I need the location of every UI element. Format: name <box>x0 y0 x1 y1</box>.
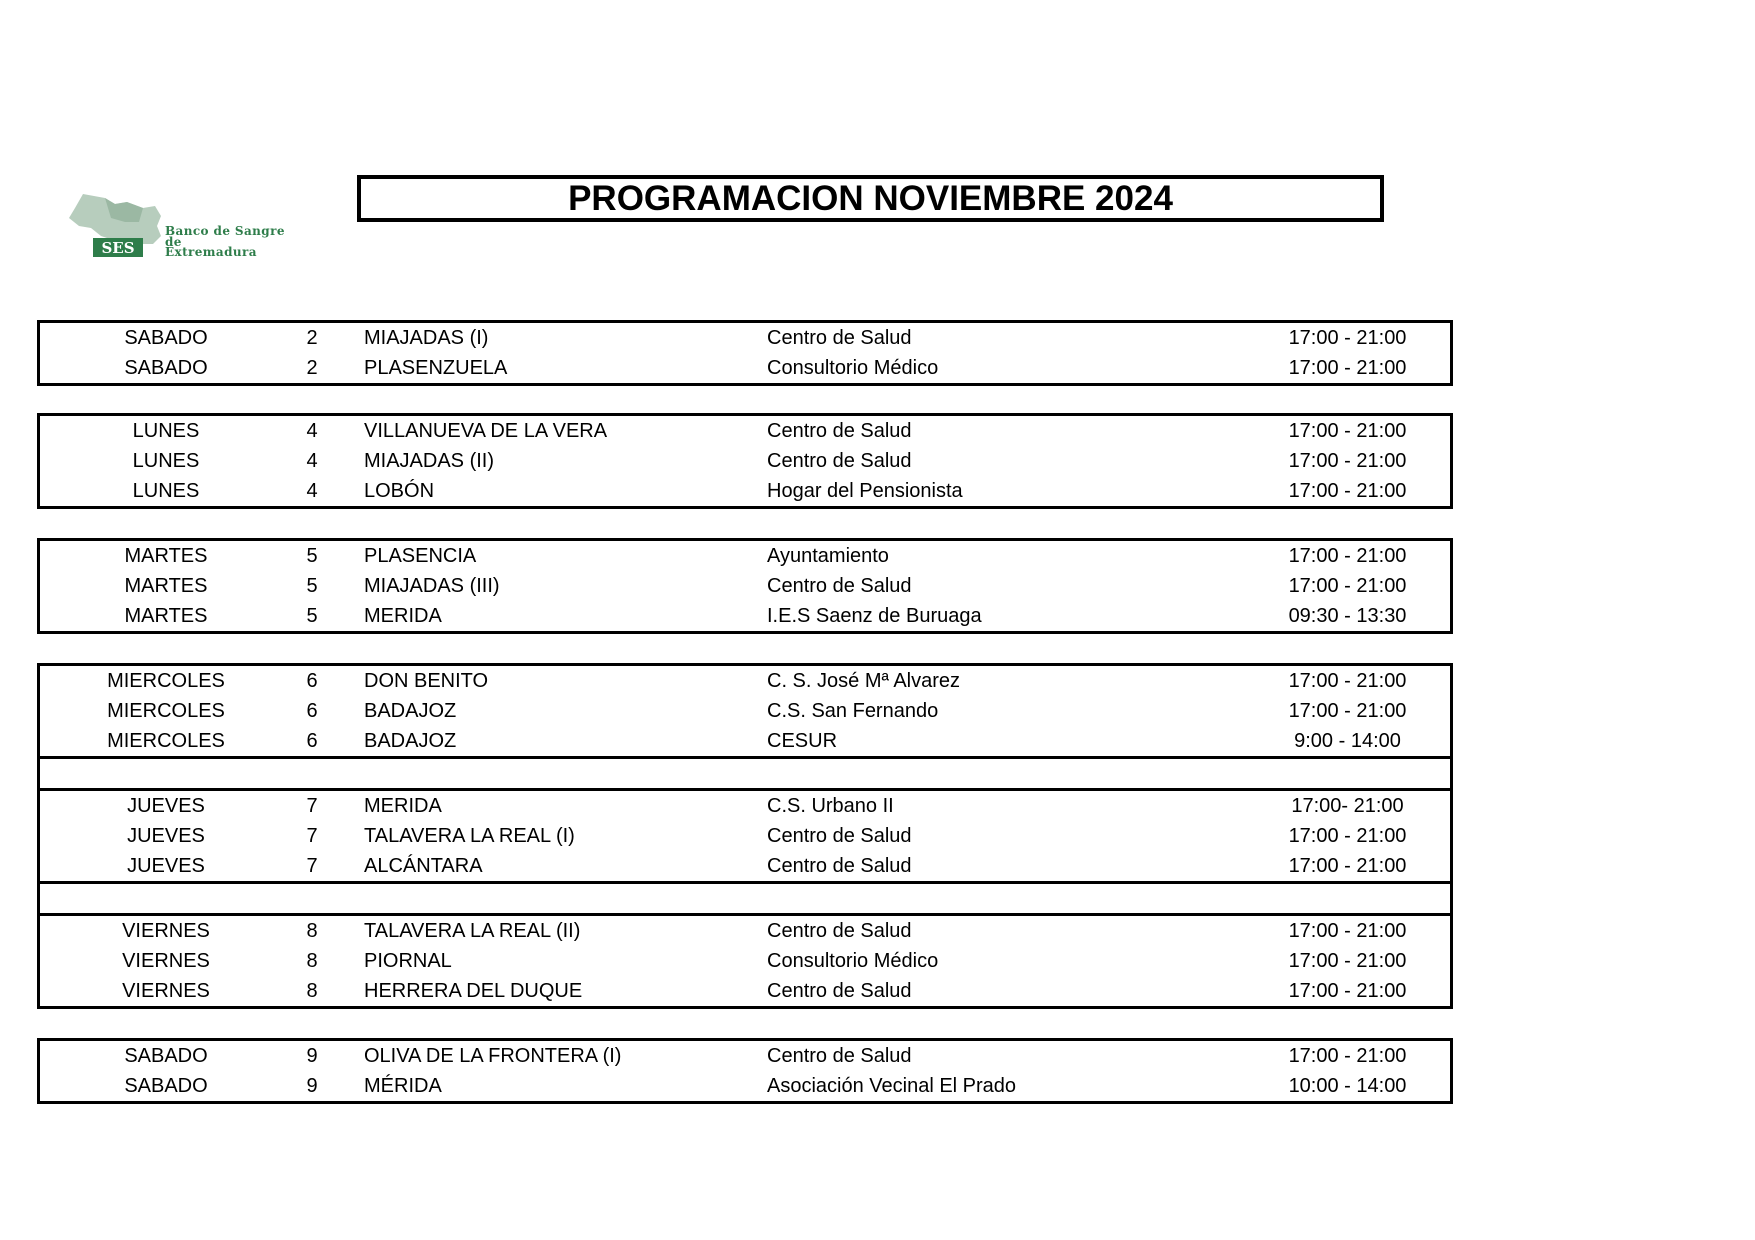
schedule-row <box>40 696 1450 726</box>
date-cell: 5 <box>306 575 318 597</box>
date-cell: 7 <box>306 825 318 847</box>
place-cell: C. S. José Mª Alvarez <box>767 670 961 692</box>
day-cell: MIERCOLES <box>107 670 225 692</box>
day-cell: JUEVES <box>127 855 205 877</box>
time-cell: 17:00 - 21:00 <box>1288 920 1407 942</box>
town-cell: MIAJADAS (I) <box>364 327 489 349</box>
town-cell: VILLANUEVA DE LA VERA <box>364 420 608 442</box>
date-cell: 9 <box>306 1045 318 1067</box>
schedule-row <box>40 571 1450 601</box>
schedule-group-jueves-7 <box>37 788 1453 884</box>
day-cell: VIERNES <box>122 920 210 942</box>
place-cell: Centro de Salud <box>767 1045 912 1067</box>
schedule-row <box>40 821 1450 851</box>
day-cell: SABADO <box>124 1045 208 1067</box>
town-cell: TALAVERA LA REAL (II) <box>364 920 581 942</box>
place-cell: I.E.S Saenz de Buruaga <box>767 605 982 627</box>
place-cell: Asociación Vecinal El Prado <box>767 1075 1017 1097</box>
day-cell: VIERNES <box>122 950 210 972</box>
day-cell: VIERNES <box>122 980 210 1002</box>
place-cell: Ayuntamiento <box>767 545 889 567</box>
time-cell: 17:00- 21:00 <box>1291 795 1404 817</box>
town-cell: HERRERA DEL DUQUE <box>364 980 583 1002</box>
logo-text <box>165 226 285 258</box>
schedule-row <box>40 851 1450 881</box>
date-cell: 4 <box>306 450 318 472</box>
day-cell: MARTES <box>124 545 208 567</box>
time-cell: 09:30 - 13:30 <box>1288 605 1407 627</box>
date-cell: 2 <box>306 357 318 379</box>
logo-line-3: Extremadura <box>165 245 257 259</box>
town-cell: MÉRIDA <box>364 1075 442 1097</box>
time-cell: 17:00 - 21:00 <box>1288 450 1407 472</box>
town-cell: MERIDA <box>364 795 442 817</box>
schedule-group-viernes-8 <box>37 913 1453 1009</box>
extremadura-map-icon <box>65 192 165 262</box>
schedule-row <box>40 323 1450 353</box>
day-cell: SABADO <box>124 1075 208 1097</box>
town-cell: BADAJOZ <box>364 730 457 752</box>
schedule-group-lunes-4 <box>37 413 1453 509</box>
schedule-group-sabado-9 <box>37 1038 1453 1104</box>
date-cell: 2 <box>306 327 318 349</box>
schedule-row <box>40 1071 1450 1101</box>
day-cell: LUNES <box>132 480 200 502</box>
town-cell: MIAJADAS (III) <box>364 575 500 597</box>
town-cell: ALCÁNTARA <box>364 855 483 877</box>
place-cell: Consultorio Médico <box>767 950 939 972</box>
date-cell: 5 <box>306 545 318 567</box>
page-title-text: PROGRAMACION NOVIEMBRE 2024 <box>568 178 1173 218</box>
time-cell: 17:00 - 21:00 <box>1288 855 1407 877</box>
day-cell: JUEVES <box>127 795 205 817</box>
town-cell: OLIVA DE LA FRONTERA (I) <box>364 1045 622 1067</box>
town-cell: BADAJOZ <box>364 700 457 722</box>
time-cell: 17:00 - 21:00 <box>1288 825 1407 847</box>
time-cell: 17:00 - 21:00 <box>1288 420 1407 442</box>
place-cell: Centro de Salud <box>767 920 912 942</box>
schedule-row <box>40 946 1450 976</box>
time-cell: 17:00 - 21:00 <box>1288 575 1407 597</box>
schedule-row <box>40 726 1450 756</box>
schedule-row <box>40 541 1450 571</box>
day-cell: MARTES <box>124 605 208 627</box>
time-cell: 17:00 - 21:00 <box>1288 545 1407 567</box>
date-cell: 8 <box>306 920 318 942</box>
schedule-row <box>40 976 1450 1006</box>
time-cell: 17:00 - 21:00 <box>1288 357 1407 379</box>
date-cell: 7 <box>306 855 318 877</box>
place-cell: Hogar del Pensionista <box>767 480 963 502</box>
date-cell: 6 <box>306 700 318 722</box>
place-cell: Centro de Salud <box>767 825 912 847</box>
schedule-group-miercoles-6 <box>37 663 1453 759</box>
time-cell: 9:00 - 14:00 <box>1294 730 1401 752</box>
date-cell: 4 <box>306 480 318 502</box>
time-cell: 10:00 - 14:00 <box>1288 1075 1407 1097</box>
time-cell: 17:00 - 21:00 <box>1288 480 1407 502</box>
town-cell: TALAVERA LA REAL (I) <box>364 825 575 847</box>
schedule-row <box>40 476 1450 506</box>
date-cell: 5 <box>306 605 318 627</box>
day-cell: SABADO <box>124 327 208 349</box>
time-cell: 17:00 - 21:00 <box>1288 700 1407 722</box>
town-cell: DON BENITO <box>364 670 489 692</box>
day-cell: LUNES <box>132 420 200 442</box>
logo <box>65 192 355 262</box>
place-cell: Centro de Salud <box>767 855 912 877</box>
place-cell: Centro de Salud <box>767 450 912 472</box>
place-cell: Centro de Salud <box>767 575 912 597</box>
time-cell: 17:00 - 21:00 <box>1288 980 1407 1002</box>
town-cell: MERIDA <box>364 605 442 627</box>
date-cell: 8 <box>306 950 318 972</box>
schedule-group-martes-5 <box>37 538 1453 634</box>
logo-badge: SES <box>101 239 135 257</box>
place-cell: CESUR <box>767 730 838 752</box>
schedule-row <box>40 666 1450 696</box>
schedule-row <box>40 416 1450 446</box>
town-cell: LOBÓN <box>364 480 435 502</box>
day-cell: MIERCOLES <box>107 700 225 722</box>
town-cell: PLASENZUELA <box>364 357 508 379</box>
time-cell: 17:00 - 21:00 <box>1288 1045 1407 1067</box>
place-cell: C.S. San Fernando <box>767 700 939 722</box>
day-cell: JUEVES <box>127 825 205 847</box>
date-cell: 6 <box>306 670 318 692</box>
schedule-group-sabado-2 <box>37 320 1453 386</box>
place-cell: Consultorio Médico <box>767 357 939 379</box>
town-cell: MIAJADAS (II) <box>364 450 495 472</box>
day-cell: MIERCOLES <box>107 730 225 752</box>
page-title <box>357 175 1384 222</box>
place-cell: Centro de Salud <box>767 327 912 349</box>
table-spacer <box>37 758 1453 790</box>
schedule-row <box>40 601 1450 631</box>
town-cell: PIORNAL <box>364 950 452 972</box>
logo-line-2: de <box>165 234 182 249</box>
place-cell: Centro de Salud <box>767 420 912 442</box>
date-cell: 4 <box>306 420 318 442</box>
day-cell: LUNES <box>132 450 200 472</box>
date-cell: 7 <box>306 795 318 817</box>
place-cell: C.S. Urbano II <box>767 795 894 817</box>
date-cell: 9 <box>306 1075 318 1097</box>
time-cell: 17:00 - 21:00 <box>1288 327 1407 349</box>
date-cell: 6 <box>306 730 318 752</box>
time-cell: 17:00 - 21:00 <box>1288 670 1407 692</box>
schedule-row <box>40 1041 1450 1071</box>
schedule-row <box>40 916 1450 946</box>
table-spacer <box>37 883 1453 915</box>
schedule-row <box>40 791 1450 821</box>
place-cell: Centro de Salud <box>767 980 912 1002</box>
time-cell: 17:00 - 21:00 <box>1288 950 1407 972</box>
day-cell: SABADO <box>124 357 208 379</box>
date-cell: 8 <box>306 980 318 1002</box>
logo-line-1: Banco de Sangre <box>165 224 285 238</box>
town-cell: PLASENCIA <box>364 545 477 567</box>
schedule-row <box>40 446 1450 476</box>
day-cell: MARTES <box>124 575 208 597</box>
schedule-row <box>40 353 1450 383</box>
